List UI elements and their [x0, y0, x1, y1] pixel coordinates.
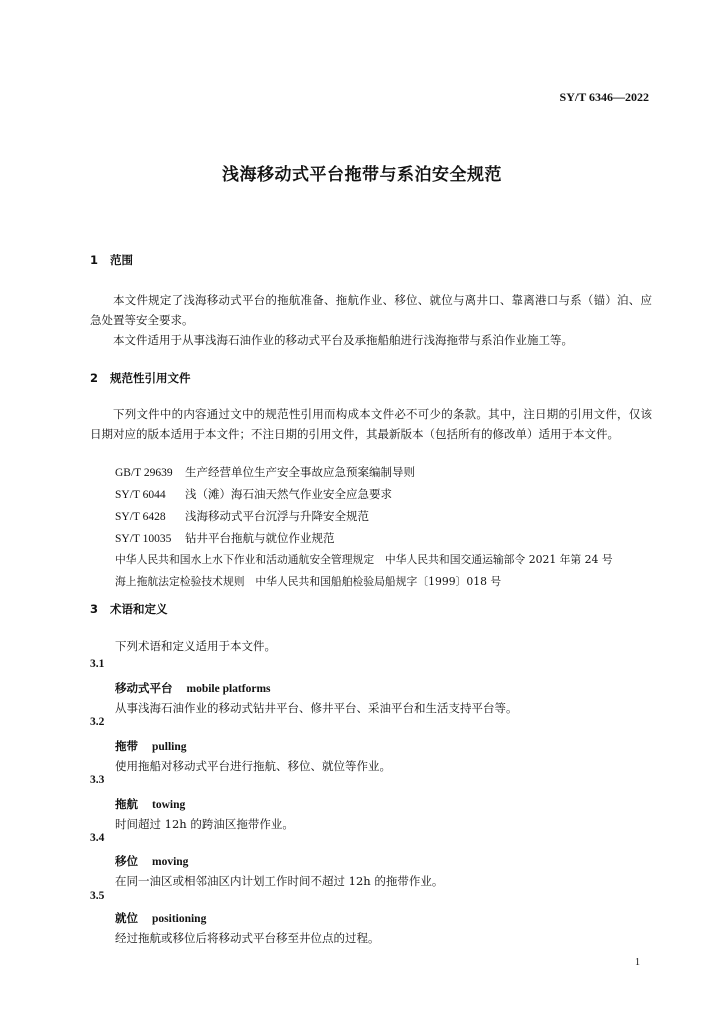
- reference-title: 浅（滩）海石油天然气作业安全应急要求: [185, 487, 392, 501]
- term-heading: [115, 796, 185, 812]
- reference-item: [115, 464, 415, 480]
- terms-intro: 下列术语和定义适用于本文件。: [115, 639, 276, 653]
- section-title: 规范性引用文件: [110, 371, 191, 385]
- scope-paragraph-1: 本文件规定了浅海移动式平台的拖航准备、拖航作业、移位、就位与离井口、靠离港口与系（锚）泊、应急处置等安全要求。: [90, 293, 652, 327]
- term-zh: 移位: [115, 854, 138, 868]
- term-zh: 拖航: [115, 797, 138, 811]
- section-number: 2: [90, 371, 99, 385]
- section-title: 范围: [110, 253, 133, 267]
- term-number: 3.4: [90, 832, 105, 844]
- term-number: 3.5: [90, 890, 105, 902]
- term-en: moving: [152, 856, 189, 868]
- section-heading-terms: [90, 601, 168, 617]
- term-definition: 时间超过 12h 的跨油区拖带作业。: [115, 817, 294, 831]
- term-heading: [115, 910, 206, 926]
- term-en: pulling: [152, 741, 187, 753]
- reference-item: [115, 486, 392, 502]
- term-en: positioning: [152, 913, 207, 925]
- term-en: towing: [152, 799, 186, 811]
- document-title: 浅海移动式平台拖带与系泊安全规范: [222, 165, 502, 185]
- reference-item: [115, 508, 369, 524]
- term-definition: 使用拖船对移动式平台进行拖航、移位、就位等作业。: [115, 759, 391, 773]
- term-heading: [115, 853, 188, 869]
- term-heading: [115, 738, 187, 754]
- reference-item: [115, 530, 335, 546]
- reference-title: 钻井平台拖航与就位作业规范: [185, 531, 335, 545]
- term-definition: 从事浅海石油作业的移动式钻井平台、修井平台、采油平台和生活支持平台等。: [115, 701, 518, 715]
- reference-code: SY/T 6044: [115, 489, 166, 501]
- regulation-item: 海上拖航法定检验技术规则 中华人民共和国船舶检验局船规字〔1999〕018 号: [115, 575, 502, 588]
- term-en: mobile platforms: [186, 683, 271, 695]
- section-title: 术语和定义: [110, 602, 168, 616]
- term-number: 3.3: [90, 774, 105, 786]
- reference-code: GB/T 29639: [115, 467, 173, 479]
- standard-number: SY/T 6346—2022: [559, 90, 649, 104]
- term-zh: 拖带: [115, 739, 138, 753]
- section-heading-normative-references: [90, 370, 191, 386]
- page-number: 1: [635, 957, 640, 968]
- term-heading: [115, 680, 271, 696]
- term-definition: 经过拖航或移位后将移动式平台移至井位点的过程。: [115, 931, 380, 945]
- scope-paragraph-2: 本文件适用于从事浅海石油作业的移动式平台及承拖船舶进行浅海拖带与系泊作业施工等。: [113, 333, 573, 347]
- reference-code: SY/T 6428: [115, 511, 166, 523]
- term-zh: 移动式平台: [115, 681, 173, 695]
- reference-title: 生产经营单位生产安全事故应急预案编制导则: [185, 465, 415, 479]
- term-number: 3.1: [90, 658, 105, 670]
- reference-title: 浅海移动式平台沉浮与升降安全规范: [185, 509, 369, 523]
- reference-code: SY/T 10035: [115, 533, 172, 545]
- regulation-item: 中华人民共和国水上水下作业和活动通航安全管理规定 中华人民共和国交通运输部令 2021 年第 24 号: [115, 553, 613, 566]
- term-zh: 就位: [115, 911, 138, 925]
- section-heading-scope: [90, 252, 133, 268]
- section-number: 1: [90, 253, 99, 267]
- section-number: 3: [90, 602, 99, 616]
- term-number: 3.2: [90, 716, 105, 728]
- references-intro: 下列文件中的内容通过文中的规范性引用而构成本文件必不可少的条款。其中，注日期的引用文件，仅该日期对应的版本适用于本文件；不注日期的引用文件，其最新版本（包括所有的修改单）适用于本文件。: [90, 407, 652, 441]
- term-definition: 在同一油区或相邻油区内计划工作时间不超过 12h 的拖带作业。: [115, 874, 444, 888]
